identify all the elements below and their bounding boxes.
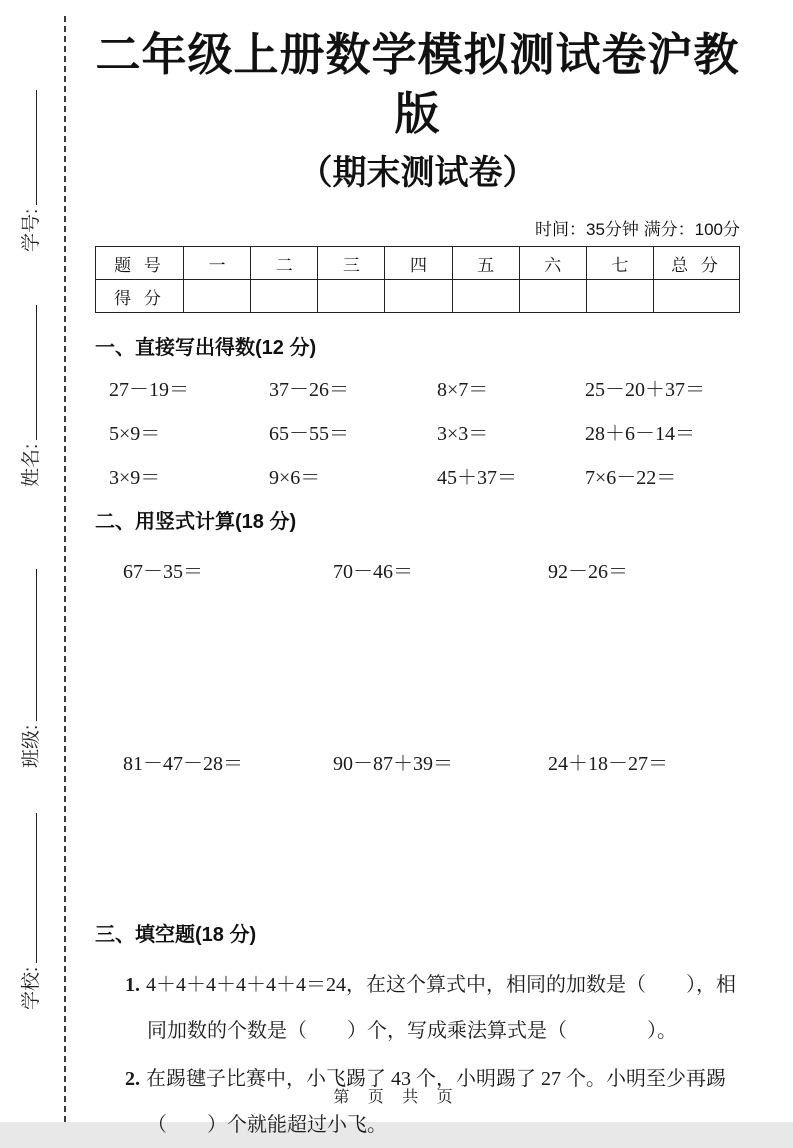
score-col-5: 五 bbox=[452, 247, 519, 280]
calculation-workspace bbox=[95, 585, 740, 727]
question-line: 同加数的个数是（ ）个，写成乘法算式是（ ）。 bbox=[147, 1020, 677, 1043]
student-name-blank-line bbox=[23, 305, 37, 440]
student-id-blank-line bbox=[23, 90, 37, 205]
problem: 7×6－22＝ bbox=[585, 467, 677, 490]
score-cell bbox=[318, 280, 385, 313]
margin-dashed-line bbox=[64, 16, 66, 1122]
score-col-2: 二 bbox=[251, 247, 318, 280]
school-blank-line bbox=[23, 813, 37, 963]
section-1-heading: 一、直接写出得数(12 分) bbox=[95, 337, 317, 360]
section-2-problems-row-1 bbox=[95, 559, 740, 585]
paper-content bbox=[95, 0, 740, 1148]
problem: 65－55＝ bbox=[269, 423, 349, 446]
problem: 3×9＝ bbox=[109, 467, 161, 490]
page-title: 二年级上册数学模拟测试卷沪教版 bbox=[95, 29, 740, 139]
score-cell bbox=[586, 280, 653, 313]
problem: 81－47－28＝ bbox=[123, 753, 243, 776]
student-name-field bbox=[16, 305, 43, 487]
problem: 28＋6－14＝ bbox=[585, 423, 695, 446]
school-label: 学校: bbox=[21, 966, 42, 1010]
section-2-problems-row-2 bbox=[95, 751, 740, 777]
score-col-7: 七 bbox=[586, 247, 653, 280]
score-col-4: 四 bbox=[385, 247, 452, 280]
student-id-label: 学号: bbox=[21, 208, 42, 252]
score-label: 得 分 bbox=[96, 280, 184, 313]
question-number-label: 题 号 bbox=[96, 247, 184, 280]
score-cell bbox=[184, 280, 251, 313]
score-cell bbox=[251, 280, 318, 313]
score-cell bbox=[385, 280, 452, 313]
score-table bbox=[95, 246, 740, 313]
section-2-heading: 二、用竖式计算(18 分) bbox=[95, 511, 297, 534]
score-col-3: 三 bbox=[318, 247, 385, 280]
score-table-score-row bbox=[96, 280, 740, 313]
problem: 5×9＝ bbox=[109, 423, 161, 446]
question-text: 4＋4＋4＋4＋4＋4＝24，在这个算式中，相同的加数是（ ），相 bbox=[146, 974, 736, 997]
question-number: 1. bbox=[125, 974, 140, 997]
page-subtitle: （期末测试卷） bbox=[298, 154, 537, 192]
exam-meta: 时间：35分钟 满分：100分 bbox=[535, 220, 740, 240]
problem: 45＋37＝ bbox=[437, 467, 517, 490]
page-footer: 第 页 共 页 bbox=[333, 1089, 460, 1106]
problem: 24＋18－27＝ bbox=[548, 753, 668, 776]
class-field bbox=[16, 569, 43, 768]
problem: 9×6＝ bbox=[269, 467, 321, 490]
problem: 67－35＝ bbox=[123, 561, 203, 584]
student-id-field bbox=[16, 90, 43, 252]
problem: 90－87＋39＝ bbox=[333, 753, 453, 776]
calculation-workspace bbox=[95, 777, 740, 922]
problem: 92－26＝ bbox=[548, 561, 628, 584]
question-line bbox=[125, 962, 740, 1008]
class-blank-line bbox=[23, 569, 37, 721]
section-3-heading: 三、填空题(18 分) bbox=[95, 924, 257, 947]
problem: 3×3＝ bbox=[437, 423, 489, 446]
score-cell bbox=[654, 280, 740, 313]
score-table-header-row bbox=[96, 247, 740, 280]
fill-in-question-1 bbox=[95, 962, 740, 1054]
score-cell bbox=[519, 280, 586, 313]
class-label: 班级: bbox=[21, 724, 42, 768]
score-col-1: 一 bbox=[184, 247, 251, 280]
score-cell bbox=[452, 280, 519, 313]
score-col-6: 六 bbox=[519, 247, 586, 280]
problem: 37－26＝ bbox=[269, 379, 349, 402]
school-field bbox=[16, 813, 43, 1010]
section-1-problems bbox=[95, 377, 740, 491]
question-text: 在踢毽子比赛中，小飞踢了 43 个，小明踢了 27 个。小明至少再踢 bbox=[146, 1068, 726, 1091]
question-line: （ ）个就能超过小飞。 bbox=[147, 1114, 387, 1137]
problem: 27－19＝ bbox=[109, 379, 189, 402]
student-name-label: 姓名: bbox=[21, 443, 42, 487]
problem: 8×7＝ bbox=[437, 379, 489, 402]
total-score-label: 总 分 bbox=[654, 247, 740, 280]
problem: 70－46＝ bbox=[333, 561, 413, 584]
question-number: 2. bbox=[125, 1068, 140, 1091]
problem: 25－20＋37＝ bbox=[585, 379, 705, 402]
